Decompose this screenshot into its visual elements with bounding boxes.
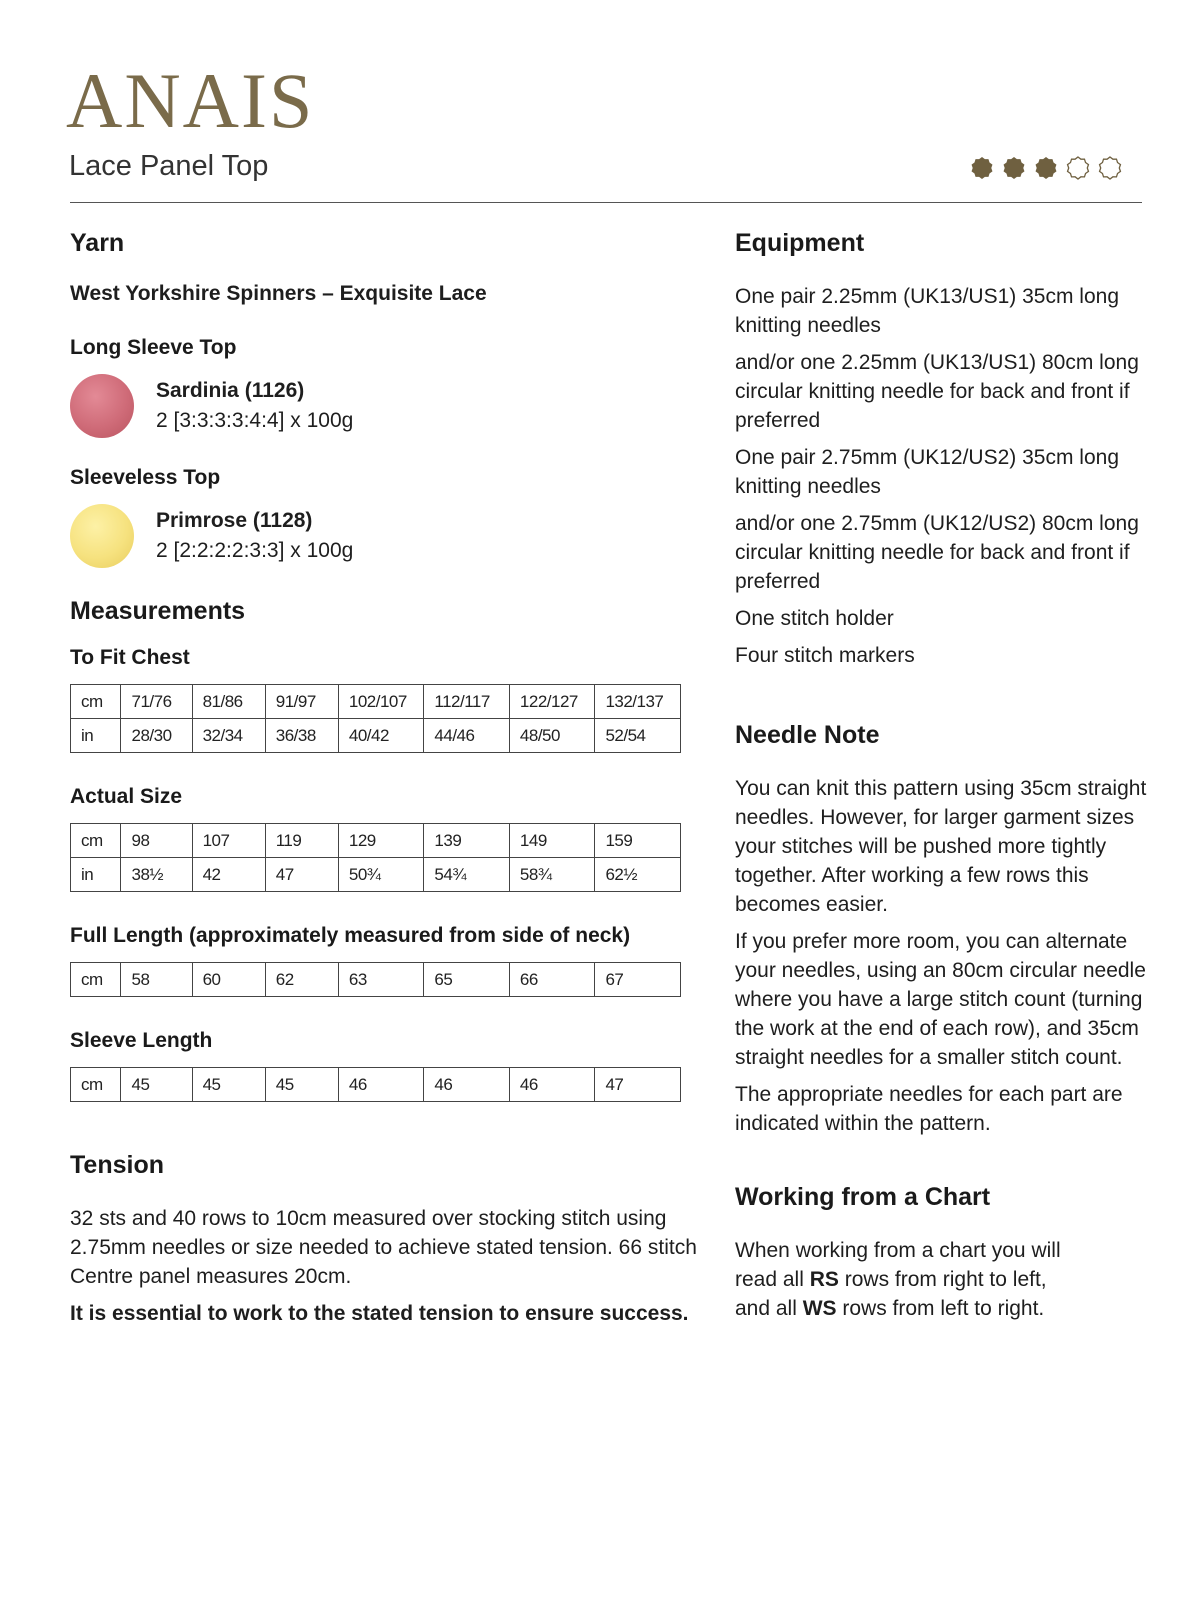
- unit-cell: cm: [71, 963, 121, 997]
- yarn-name: West Yorkshire Spinners – Exquisite Lace: [70, 282, 487, 305]
- equipment-item: and/or one 2.25mm (UK13/US1) 80cm long circular knitting needle for back and front if preferred: [735, 351, 1139, 432]
- rs-label: RS: [809, 1268, 839, 1291]
- needle-note-section: [735, 720, 1155, 1138]
- chart-line: When working from a chart you will: [735, 1239, 1061, 1262]
- difficulty-empty-icon: [1066, 156, 1090, 180]
- value-cell: 159: [595, 824, 681, 858]
- value-cell: 62½: [595, 858, 681, 892]
- needle-note-paragraph: You can knit this pattern using 35cm straight needles. However, for larger garment sizes your stitches will be pushed more tightly together. After working a few rows this becomes easier.: [735, 777, 1147, 916]
- equipment-heading: Equipment: [735, 229, 865, 257]
- needle-note-heading: Needle Note: [735, 721, 880, 749]
- value-cell: 44/46: [424, 719, 510, 753]
- value-cell: 129: [338, 824, 424, 858]
- value-cell: 119: [265, 824, 338, 858]
- value-cell: 32/34: [192, 719, 265, 753]
- difficulty-filled-icon: [1002, 156, 1026, 180]
- table-row: [71, 858, 681, 892]
- value-cell: 46: [424, 1068, 510, 1102]
- tension-section: [70, 1150, 710, 1328]
- value-cell: 58¾: [509, 858, 595, 892]
- needle-note-text: [735, 774, 1155, 1138]
- pattern-title: ANAIS: [66, 57, 315, 144]
- value-cell: 71/76: [121, 685, 192, 719]
- value-cell: 38½: [121, 858, 192, 892]
- full-length-table: [70, 962, 681, 997]
- equipment-section: [735, 228, 1155, 670]
- value-cell: 107: [192, 824, 265, 858]
- table-row: [71, 1068, 681, 1102]
- value-cell: 45: [121, 1068, 192, 1102]
- equipment-item: and/or one 2.75mm (UK12/US2) 80cm long circular knitting needle for back and front if preferred: [735, 512, 1139, 593]
- colour-quantity: 2 [3:3:3:3:4:4] x 100g: [156, 409, 354, 432]
- to-fit-chest-table: [70, 684, 681, 753]
- sleeveless-label: Sleeveless Top: [70, 466, 221, 489]
- chart-line: [735, 1294, 1155, 1323]
- full-length-label: Full Length (approximately measured from side of neck): [70, 924, 631, 947]
- equipment-item: One stitch holder: [735, 607, 894, 630]
- primrose-swatch-icon: [70, 504, 134, 568]
- value-cell: 28/30: [121, 719, 192, 753]
- unit-cell: cm: [71, 1068, 121, 1102]
- equipment-item: One pair 2.75mm (UK12/US2) 35cm long knitting needles: [735, 446, 1119, 498]
- value-cell: 132/137: [595, 685, 681, 719]
- long-sleeve-label: Long Sleeve Top: [70, 336, 237, 359]
- table-row: [71, 685, 681, 719]
- equipment-item: One pair 2.25mm (UK13/US1) 35cm long knitting needles: [735, 285, 1119, 337]
- value-cell: 102/107: [338, 685, 424, 719]
- colour-quantity: 2 [2:2:2:2:3:3] x 100g: [156, 539, 354, 562]
- measurements-heading: Measurements: [70, 597, 246, 625]
- value-cell: 47: [265, 858, 338, 892]
- measurements-section: [70, 596, 710, 1102]
- actual-size-table: [70, 823, 681, 892]
- value-cell: 42: [192, 858, 265, 892]
- tension-text: 32 sts and 40 rows to 10cm measured over stocking stitch using 2.75mm needles or size needed to achieve stated tension. 66 stitch Centre panel measures 20cm.: [70, 1207, 697, 1288]
- sleeve-length-label: Sleeve Length: [70, 1029, 213, 1052]
- value-cell: 50¾: [338, 858, 424, 892]
- tension-emphasis: It is essential to work to the stated tension to ensure success.: [70, 1302, 689, 1325]
- value-cell: 98: [121, 824, 192, 858]
- pattern-subtitle: Lace Panel Top: [69, 150, 269, 182]
- chart-heading: Working from a Chart: [735, 1183, 991, 1211]
- value-cell: 54¾: [424, 858, 510, 892]
- chart-text: and all: [735, 1297, 803, 1320]
- equipment-item: Four stitch markers: [735, 644, 915, 667]
- value-cell: 36/38: [265, 719, 338, 753]
- difficulty-filled-icon: [1034, 156, 1058, 180]
- value-cell: 139: [424, 824, 510, 858]
- value-cell: 40/42: [338, 719, 424, 753]
- table-row: [71, 963, 681, 997]
- tension-heading: Tension: [70, 1151, 164, 1179]
- value-cell: 112/117: [424, 685, 510, 719]
- value-cell: 48/50: [509, 719, 595, 753]
- sleeve-length-table: [70, 1067, 681, 1102]
- long-sleeve-colour: [70, 374, 710, 438]
- chart-text: rows from left to right.: [836, 1297, 1045, 1320]
- value-cell: 46: [509, 1068, 595, 1102]
- chart-line: [735, 1265, 1155, 1294]
- chart-section: [735, 1182, 1155, 1323]
- table-row: [71, 719, 681, 753]
- difficulty-empty-icon: [1098, 156, 1122, 180]
- value-cell: 60: [192, 963, 265, 997]
- value-cell: 122/127: [509, 685, 595, 719]
- ws-label: WS: [802, 1297, 837, 1320]
- yarn-section: [70, 228, 710, 568]
- value-cell: 149: [509, 824, 595, 858]
- value-cell: 65: [424, 963, 510, 997]
- needle-note-paragraph: The appropriate needles for each part are indicated within the pattern.: [735, 1083, 1123, 1135]
- colour-name: Primrose (1128): [156, 509, 313, 532]
- value-cell: 46: [338, 1068, 424, 1102]
- value-cell: 45: [265, 1068, 338, 1102]
- value-cell: 62: [265, 963, 338, 997]
- unit-cell: cm: [71, 685, 121, 719]
- value-cell: 67: [595, 963, 681, 997]
- value-cell: 47: [595, 1068, 681, 1102]
- to-fit-chest-label: To Fit Chest: [70, 646, 190, 669]
- needle-note-paragraph: If you prefer more room, you can alternate your needles, using an 80cm circular needle where you have a large stitch count (turning the work at the end of each row), and 35cm straight needles for a smaller stitch count.: [735, 930, 1146, 1069]
- difficulty-filled-icon: [970, 156, 994, 180]
- value-cell: 81/86: [192, 685, 265, 719]
- unit-cell: cm: [71, 824, 121, 858]
- chart-text: rows from right to left,: [838, 1268, 1047, 1291]
- left-column: [70, 228, 710, 1328]
- header-divider: [70, 202, 1142, 203]
- sardinia-swatch-icon: [70, 374, 134, 438]
- table-row: [71, 824, 681, 858]
- value-cell: 66: [509, 963, 595, 997]
- right-column: [735, 228, 1155, 1323]
- equipment-list: [735, 282, 1155, 670]
- unit-cell: in: [71, 719, 121, 753]
- difficulty-rating: [970, 156, 1122, 180]
- unit-cell: in: [71, 858, 121, 892]
- value-cell: 58: [121, 963, 192, 997]
- sleeveless-colour: [70, 504, 710, 568]
- value-cell: 91/97: [265, 685, 338, 719]
- actual-size-label: Actual Size: [70, 785, 183, 808]
- colour-name: Sardinia (1126): [156, 379, 305, 402]
- value-cell: 63: [338, 963, 424, 997]
- value-cell: 52/54: [595, 719, 681, 753]
- chart-text: read all: [735, 1268, 810, 1291]
- yarn-heading: Yarn: [70, 229, 125, 257]
- value-cell: 45: [192, 1068, 265, 1102]
